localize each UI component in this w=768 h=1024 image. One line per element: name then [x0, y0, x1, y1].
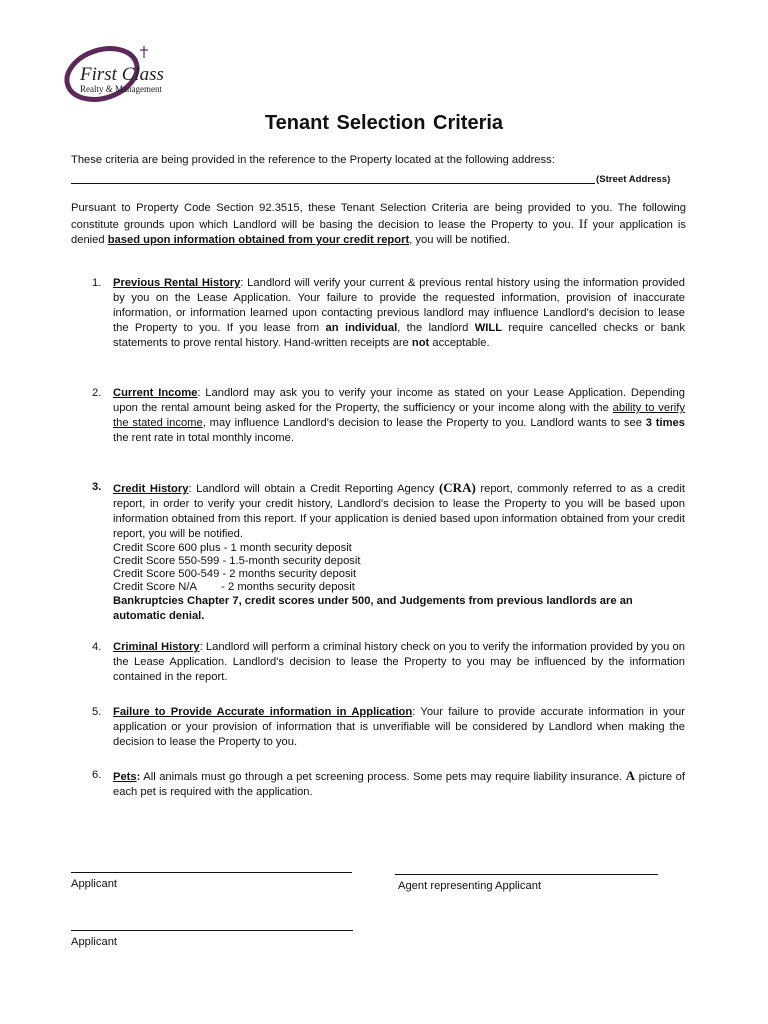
list-item: Credit Score N/A - 2 months security deposit — [113, 581, 355, 593]
intro-text: These criteria are being provided in the reference to the Property located at the following address: — [71, 154, 555, 166]
item-bold: WILL — [474, 322, 503, 334]
item-heading: Criminal History — [113, 641, 200, 653]
signature-label: Agent representing Applicant — [398, 880, 542, 892]
item-heading: Pets — [113, 771, 137, 783]
item-number: 4. — [92, 641, 102, 653]
item-text: : Landlord may ask you to verify your income as stated on your Lease Application. Depending upon the rental amount being asked for the Property, the sufficiency or your income along with the — [113, 387, 685, 414]
item-colon: : — [136, 771, 141, 783]
item-bold: an individual — [325, 322, 398, 334]
item-text: : Your failure to provide accurate information in your application or your provision of information that is unverifiable will be considered by Landlord when making the decision to lease the Property to you. — [113, 706, 685, 748]
signature-label: Applicant — [71, 878, 118, 890]
credit-score-list — [113, 542, 685, 594]
list-item: Credit Score 550-599 - 1.5-month security deposit — [113, 555, 361, 567]
item-bold: (CRA) — [438, 480, 476, 495]
list-item: Credit Score 600 plus - 1 month security deposit — [113, 542, 352, 554]
logo-text-line1: First Class — [80, 64, 164, 85]
item-heading: Previous Rental History — [113, 277, 241, 289]
item-text: : Landlord will verify your current & previous rental history using the information provided by you on the Lease Application. Your failure to provide the requested information, provision of inaccurate information, or information learned upon contacting previous landlord may influence Landlord's decision to lease the Property to you. If you lease from — [113, 277, 685, 334]
item-number: 5. — [92, 706, 102, 718]
item-text: All animals must go through a pet screening process. Some pets may require liability insurance. — [140, 771, 626, 783]
item-text: , the landlord — [397, 322, 475, 334]
automatic-denial-note: Bankruptcies Chapter 7, credit scores under 500, and Judgements from previous landlords are an automatic denial. — [113, 595, 633, 622]
street-address-label: (Street Address) — [596, 174, 671, 185]
pursuant-if: If — [578, 216, 588, 231]
item-bold: not — [411, 337, 430, 349]
item-text: picture of each pet is required with the application. — [113, 771, 685, 798]
item-number: 3. — [92, 481, 102, 493]
item-number: 2. — [92, 387, 102, 399]
item-text: , may influence Landlord's decision to lease the Property to you. Landlord wants to see — [202, 417, 646, 429]
signature-line — [71, 872, 352, 873]
pursuant-paragraph — [71, 201, 686, 248]
item-text: acceptable. — [429, 337, 490, 349]
logo-text-line2: Realty & Management — [80, 84, 162, 94]
item-text: : Landlord will perform a criminal history check on you to verify the information provided by you on the Lease Application. Landlord's decision to lease the Property to you may be influenced by the information contained in the report. — [113, 641, 686, 683]
street-address-field[interactable] — [71, 172, 686, 188]
pursuant-text-1: Pursuant to Property Code Section 92.3515, these Tenant Selection Criteria are being provided to you. The following constitute grounds upon which Landlord will be basing the decision to lease the Property to you. — [71, 202, 686, 231]
pursuant-text-2: your application is denied — [71, 219, 686, 246]
item-underlined: ability to verify the stated income — [113, 402, 685, 429]
item-number: 1. — [92, 277, 102, 289]
item-bold: A — [625, 768, 636, 783]
street-address-rule — [71, 183, 595, 184]
item-heading: Current Income — [113, 387, 198, 399]
company-logo — [60, 44, 178, 106]
item-text: the rent rate in total monthly income. — [113, 432, 294, 444]
item-bold: 3 times — [645, 417, 685, 429]
item-heading: Failure to Provide Accurate information in Application — [113, 706, 413, 718]
page-title: Tenant Selection Criteria — [264, 112, 504, 134]
item-text: report, commonly referred to as a credit report, in order to verify your credit history, Landlord's decision to lease the Property to you will be based upon information obtained from this report. If your application is denied based upon information obtained from your credit report, you will be notified. — [113, 483, 686, 540]
item-text: require cancelled checks or bank statements to prove rental history. Hand-written receipts are — [113, 322, 685, 349]
pursuant-underlined: based upon information obtained from your credit report — [107, 234, 410, 246]
list-item: Credit Score 500-549 - 2 months security deposit — [113, 568, 357, 580]
applicant-signature-2[interactable] — [71, 930, 353, 950]
signature-label: Applicant — [71, 936, 118, 948]
signature-line — [71, 930, 353, 931]
pursuant-text-3: , you will be notified. — [409, 234, 510, 246]
signature-line — [395, 874, 658, 875]
item-number: 6. — [92, 769, 102, 781]
agent-signature[interactable] — [395, 874, 658, 894]
applicant-signature-1[interactable] — [71, 872, 352, 892]
item-heading: Credit History — [113, 483, 189, 495]
item-text: : Landlord will obtain a Credit Reporting Agency — [188, 483, 439, 495]
